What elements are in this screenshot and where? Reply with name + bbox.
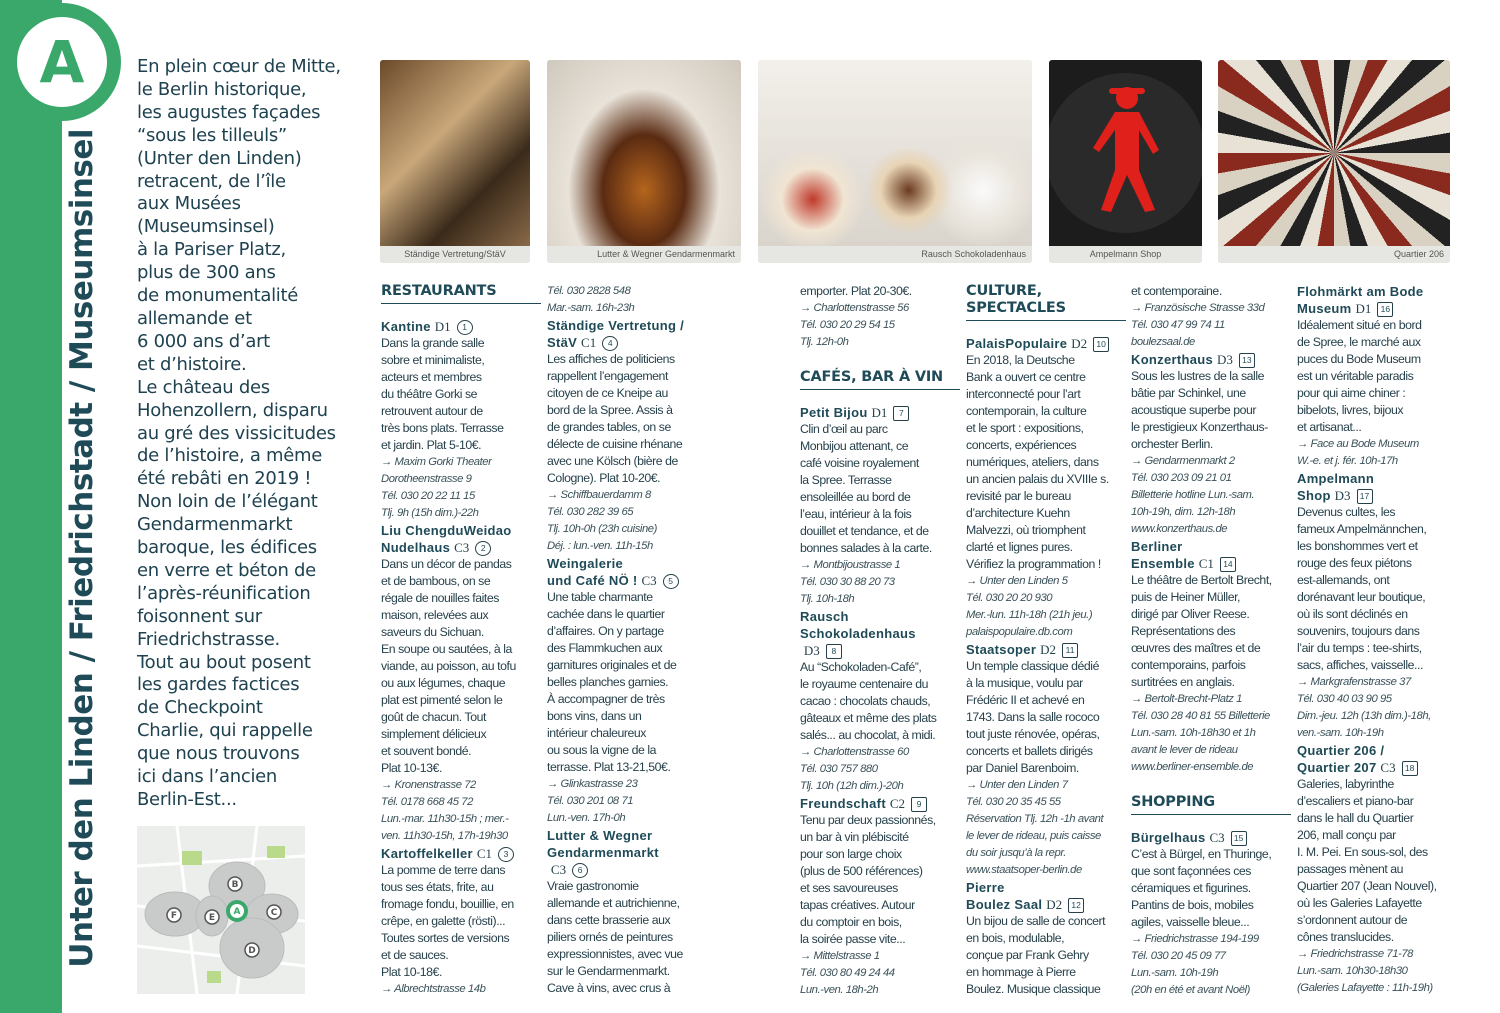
entry-detail: Mer.-lun. 11h-18h (21h jeu.) (966, 609, 1093, 621)
entry-name: Liu ChengduWeidao Nudelhaus (381, 523, 512, 555)
entry-title (966, 641, 1126, 658)
entry-detail: Tél. 030 28 40 81 55 Billetterie (1131, 710, 1270, 722)
entry-detail: Tél. 030 20 22 11 15 (381, 490, 475, 502)
entry-description: Idéalement situé en bord de Spree, le marché aux puces du Bode Museum est un véritable paradis pour qui aime chiner : bibelots, livres, bijoux et artisanat... (1297, 318, 1422, 434)
entry-detail: Tél. 030 2828 548 (547, 285, 631, 297)
shop-icon: 18 (1402, 761, 1418, 776)
entry-detail: Tlj. 12h-0h (800, 336, 849, 348)
entry-title (966, 879, 1126, 913)
entry-detail: Tlj. 10h-18h (800, 593, 855, 605)
listing-entry (1297, 742, 1457, 997)
entry-detail: W.-e. et j. fér. 10h-17h (1297, 455, 1398, 467)
listing-column-2 (547, 283, 707, 997)
listing-continuation (547, 283, 707, 317)
entry-detail: Tél. 030 20 45 09 77 (1131, 950, 1226, 962)
fork-knife-icon: 6 (572, 863, 588, 878)
entry-detail: → Kronenstrasse 72 (381, 779, 476, 791)
section-heading: CULTURE, SPECTACLES (966, 283, 1126, 321)
photo-quartier-206 (1218, 60, 1450, 263)
entry-detail: Tlj. 9h (15h dim.)-22h (381, 507, 479, 519)
entry-description: Dans un décor de pandas et de bambous, on se régale de nouilles faites maison, relevées aux saveurs du Sichuan. En soupe ou sautées, à la viande, au poisson, au tofu ou aux légumes, chaque plat est pimenté selon le goût de chacun. Tout simplement délicieux et souvent bondé. Plat 10-13€. (381, 557, 516, 775)
section-heading: SHOPPING (1131, 794, 1291, 815)
cup-icon: 9 (911, 797, 927, 812)
entry-detail: Tél. 030 20 20 930 (966, 592, 1053, 604)
intro-text: En plein cœur de Mitte, le Berlin historique, les augustes façades “sous les tilleuls” (Unter den Linden) retracent, de l’île aux Musées (Museumsinsel) à la Pariser Platz, plus de 300 ans de monumentalité allemande et 6 000 ans d’art et d’histoire. Le château des Hohenzollern, disparu au gré des vissicitudes de l’histoire, a même été rebâti en 2019 ! Non loin de l’élégant Gendarmenmarkt baroque, les édifices en verre et béton de l’après-réunification foisonnent sur Friedrichstrasse. Tout au bout posent les gardes factices de Checkpoint Charlie, qui rappelle que nous trouvons ici dans l’ancien Berlin-Est... (137, 56, 341, 810)
entry-detail: → Maxim Gorki Theater (381, 456, 492, 468)
map-grid-code: C1 (1198, 556, 1214, 571)
map-label-e: E (208, 913, 216, 923)
entry-description: Dans la grande salle sobre et minimaliste, acteurs et membres du théâtre Gorki se retrouvent autour de très bons plats. Terrasse et jardin. Plat 5-10€. (381, 336, 504, 452)
section-heading: CAFÉS, BAR À VIN (800, 369, 960, 390)
entry-title (1131, 538, 1291, 572)
entry-detail[interactable]: palaispopulaire.db.com (966, 626, 1073, 638)
fork-knife-icon: 1 (457, 320, 473, 335)
map-grid-code: D1 (1355, 301, 1372, 316)
photo-caption: Ampelmann Shop (1049, 246, 1202, 263)
entry-detail: Réservation Tlj. 12h -1h avant (966, 813, 1104, 825)
entry-detail: Lun.-mar. 11h30-15h ; mer.- (381, 813, 509, 825)
entry-description: Les affiches de politiciens rappellent l’engagement citoyen de ce Kneipe au bord de la Spree. Assis à de grandes tables, on se délecte de cuisine rhénane avec une Kölsch (bière de Cologne). Plat 10-20€. (547, 352, 683, 485)
district-badge (3, 3, 121, 121)
entry-detail: Tél. 030 757 880 (800, 763, 878, 775)
map-grid-code: C2 (889, 796, 906, 811)
map-grid-code: C3 (1209, 830, 1225, 845)
entry-title (1131, 829, 1291, 846)
entry-detail: Tél. 030 80 49 24 44 (800, 967, 895, 979)
map-label-b: B (231, 880, 239, 890)
entry-detail: (Galeries Lafayette : 11h-19h) (1297, 982, 1433, 994)
entry-detail: → Markgrafenstrasse 37 (1297, 676, 1411, 688)
listing-entry (800, 404, 960, 608)
entry-detail: → Friedrichstrasse 194-199 (1131, 933, 1259, 945)
entry-detail: Dorotheenstrasse 9 (381, 473, 472, 485)
entry-title (800, 608, 960, 659)
entry-detail: Tlj. 10h-0h (23h cuisine) (547, 523, 657, 535)
photo-lutter-wegner (547, 60, 741, 263)
listing-entry (800, 608, 960, 795)
entry-description: Le théâtre de Bertolt Brecht, puis de Heiner Müller, dirigé par Oliver Reese. Représentations des œuvres des maîtres et de contemporains, parfois surtitrées en anglais. (1131, 573, 1272, 689)
entry-name: Freundschaft (800, 796, 886, 811)
entry-detail: Tél. 030 282 39 65 (547, 506, 634, 518)
entry-detail: Tél. 030 40 03 90 95 (1297, 693, 1392, 705)
entry-detail: le lever de rideau, puis caisse (966, 830, 1101, 842)
listing-entry (1131, 538, 1291, 776)
listing-entry (381, 318, 541, 522)
entry-description: Galeries, labyrinthe d’escaliers et piano-bar dans le hall du Quartier 206, mall conçu par I. M. Pei. En sous-sol, des passages mènent au Quartier 207 (Jean Nouvel), où les Galeries Lafayette s’ordonnent autour de cônes translucides. (1297, 777, 1437, 944)
map-label-c: C (270, 908, 278, 918)
map-grid-code: C1 (476, 846, 493, 861)
shop-icon: 15 (1231, 831, 1247, 846)
entry-description: La pomme de terre dans tous ses états, frite, au fromage fondu, bouillie, en crêpe, en galette (rösti)... Toutes sortes de versions et de sauces. Plat 10-18€. (381, 863, 514, 979)
map-grid-code: D3 (803, 643, 820, 658)
entry-detail[interactable]: www.berliner-ensemble.de (1131, 761, 1254, 773)
entry-detail: → Unter den Linden 7 (966, 779, 1068, 791)
culture-icon: 12 (1068, 898, 1084, 913)
entry-name: Flohmärkt am Bode Museum (1297, 284, 1424, 316)
listing-entry (800, 795, 960, 999)
entry-detail: 10h-19h, dim. 12h-18h (1131, 506, 1236, 518)
entry-name: Kartoffelkeller (381, 846, 473, 861)
section-heading: RESTAURANTS (381, 283, 541, 304)
listing-entry (966, 335, 1126, 641)
entry-name: Bürgelhaus (1131, 830, 1206, 845)
entry-description: C’est à Bürgel, en Thuringe, que sont façonnées ces céramiques et figurines. Pantins de bois, mobiles agiles, vaisselle bleue... (1131, 847, 1272, 929)
entry-detail: → Unter den Linden 5 (966, 575, 1068, 587)
entry-detail: Tél. 030 47 99 74 11 (1131, 319, 1225, 331)
entry-detail: → Montbijoustrasse 1 (800, 559, 901, 571)
entry-detail: Dim.-jeu. 12h (13h dim.)-18h, (1297, 710, 1431, 722)
entry-name: Petit Bijou (800, 405, 868, 420)
entry-name: Quartier 206 / Quartier 207 (1297, 743, 1385, 775)
entry-detail: ven.-sam. 10h-19h (1297, 727, 1384, 739)
district-badge-letter: A (17, 17, 107, 107)
photo-ampelmann-shop (1049, 60, 1202, 263)
entry-description: Devenus cultes, les fameux Ampelmännchen, les bonshommes vert et rouge des feux piétons est-allemands, ont dorénavant leur boutique, où ils sont déclinés en souvenirs, toujours dans l’air du temps : tee-shirts, sacs, affiches, vaisselle... (1297, 505, 1427, 672)
map-graphic (137, 826, 305, 994)
entry-detail: Lun.-sam. 10h30-18h30 (1297, 965, 1408, 977)
entry-name: Rausch Schokoladenhaus (800, 609, 916, 641)
entry-detail: du soir jusqu’à la repr. (966, 847, 1066, 859)
map-label-a: A (233, 907, 241, 917)
entry-detail: Tél. 030 20 29 54 15 (800, 319, 895, 331)
entry-title (1297, 283, 1457, 317)
entry-title (1297, 470, 1457, 504)
entry-detail[interactable]: www.staatsoper-berlin.de (966, 864, 1082, 876)
entry-name: Lutter & Wegner Gendarmenmarkt (547, 828, 659, 860)
entry-detail: → Face au Bode Museum (1297, 438, 1419, 450)
listing-entry (547, 317, 707, 555)
fork-knife-icon: 5 (663, 574, 679, 589)
entry-detail: Lun.-ven. 18h-2h (800, 984, 879, 996)
listing-column-1 (381, 283, 541, 998)
entry-detail: Déj. : lun.-ven. 11h-15h (547, 540, 653, 552)
entry-detail: Tél. 030 20 35 45 55 (966, 796, 1061, 808)
listing-entry (1131, 829, 1291, 999)
entry-detail: Tél. 030 203 09 21 01 (1131, 472, 1232, 484)
entry-detail: Lun.-ven. 17h-0h (547, 812, 626, 824)
culture-icon: 10 (1093, 337, 1109, 352)
entry-detail: → Albrechtstrasse 14b (381, 983, 486, 995)
entry-title (966, 335, 1126, 352)
photo-caption: Quartier 206 (1218, 246, 1450, 263)
entry-detail: Tlj. 10h (12h dim.)-20h (800, 780, 904, 792)
photo-caption: Rausch Schokoladenhaus (758, 246, 1032, 263)
listing-entry (1297, 283, 1457, 470)
district-title (62, 128, 102, 968)
entry-name: Staatsoper (966, 642, 1037, 657)
culture-icon: 14 (1220, 557, 1236, 572)
entry-name: Pierre Boulez Saal (966, 880, 1043, 912)
fork-knife-icon: 4 (602, 336, 618, 351)
entry-title (381, 318, 541, 335)
photo-caption: Lutter & Wegner Gendarmenmarkt (547, 246, 741, 263)
listing-entry (1297, 470, 1457, 742)
photo-staendige-vertretung (380, 60, 530, 263)
map-grid-code: D2 (1046, 897, 1063, 912)
entry-detail: → Bertolt-Brecht-Platz 1 (1131, 693, 1242, 705)
entry-detail: Tél. 030 201 08 71 (547, 795, 634, 807)
entry-name: Ständige Vertretung / StäV (547, 318, 685, 350)
cup-icon: 8 (826, 644, 842, 659)
entry-description: Sous les lustres de la salle bâtie par Schinkel, une acoustique superbe pour le prestigieux Konzerthaus- orchester Berlin. (1131, 369, 1268, 451)
entry-title (547, 827, 707, 878)
entry-description: et contemporaine. (1131, 284, 1222, 298)
entry-detail[interactable]: boulezsaal.de (1131, 336, 1195, 348)
entry-name: Weingalerie und Café NÖ ! (547, 556, 638, 588)
listing-entry (1131, 351, 1291, 538)
entry-detail: → Friedrichstrasse 71-78 (1297, 948, 1414, 960)
district-color-bar (0, 0, 62, 1013)
photo-rausch-schokoladenhaus (758, 60, 1032, 263)
entry-title (800, 404, 960, 421)
map-grid-code: C3 (641, 573, 657, 588)
fork-knife-icon: 2 (475, 541, 491, 556)
district-title-text: Unter den Linden / Friedrichstadt / Museumsinsel (64, 128, 100, 968)
map-grid-code: D3 (1334, 488, 1351, 503)
entry-name: Konzerthaus (1131, 352, 1214, 367)
map-grid-code: C1 (581, 335, 597, 350)
entry-detail: → Glinkastrasse 23 (547, 778, 638, 790)
map-grid-code: D3 (1216, 352, 1233, 367)
shop-icon: 16 (1377, 302, 1393, 317)
entry-detail: → Charlottenstrasse 60 (800, 746, 909, 758)
entry-detail: Lun.-sam. 10h-18h30 et 1h (1131, 727, 1256, 739)
culture-icon: 13 (1239, 353, 1255, 368)
map-grid-code: D2 (1071, 336, 1088, 351)
map-grid-code: C3 (454, 540, 470, 555)
map-label-d: D (248, 946, 256, 956)
entry-detail: (20h en été et avant Noël) (1131, 984, 1250, 996)
entry-description: Un temple classique dédié à la musique, voulu par Frédéric II et achevé en 1743. Dans la salle rococo tout juste rénovée, opéras, concerts et ballets dirigés par Daniel Barenboim. (966, 659, 1100, 775)
entry-detail: Tél. 0178 668 45 72 (381, 796, 473, 808)
entry-description: Un bijou de salle de concert en bois, modulable, conçue par Frank Gehry en hommage à Pierre Boulez. Musique classique (966, 914, 1106, 996)
entry-description: Vraie gastronomie allemande et autrichienne, dans cette brasserie aux piliers ornés de peintures expressionnistes, avec vue sur le Gendarmenmarkt. Cave à vins, avec crus à (547, 879, 683, 995)
map-grid-code: C3 (550, 862, 567, 877)
entry-detail: → Charlottenstrasse 56 (800, 302, 909, 314)
listing-entry (966, 641, 1126, 879)
entry-title (547, 555, 707, 589)
entry-description: En 2018, la Deutsche Bank a ouvert ce centre interconnecté pour l’art contemporain, la culture et le sport : expositions, concerts, expériences numériques, ateliers, dans un ancien palais du XVIIIe s. revisité par le bureau d’architecture Kuehn Malvezzi, où triomphent clarté et lignes pures. Vérifiez la programmation ! (966, 353, 1109, 571)
entry-detail[interactable]: www.konzerthaus.de (1131, 523, 1228, 535)
listing-column-3 (800, 283, 960, 999)
cup-icon: 7 (893, 406, 909, 421)
entry-detail: avant le lever de rideau (1131, 744, 1238, 756)
map-grid-code: C3 (1380, 760, 1396, 775)
listing-column-6 (1297, 283, 1457, 997)
entry-title (1297, 742, 1457, 776)
entry-detail: → Schiffbauerdamm 8 (547, 489, 651, 501)
entry-detail: → Gendarmenmarkt 2 (1131, 455, 1235, 467)
listing-column-4 (966, 283, 1126, 998)
listing-entry (381, 845, 541, 998)
listing-entry (547, 555, 707, 827)
entry-name: Berliner Ensemble (1131, 539, 1195, 571)
map-grid-code: D2 (1040, 642, 1057, 657)
entry-detail: Billetterie hotline Lun.-sam. (1131, 489, 1255, 501)
entry-detail: → Mittelstrasse 1 (800, 950, 880, 962)
entry-title (381, 522, 541, 556)
listing-continuation (1131, 283, 1291, 351)
entry-title (1131, 351, 1291, 368)
fork-knife-icon: 3 (498, 847, 514, 862)
map-label-f: F (170, 911, 178, 921)
culture-icon: 11 (1062, 643, 1078, 658)
entry-title (800, 795, 960, 812)
listing-column-5 (1131, 283, 1291, 999)
photo-caption: Ständige Vertretung/StäV (380, 246, 530, 263)
entry-description: Clin d’œil au parc Monbijou attenant, ce café voisine royalement la Spree. Terrasse ensoleillée au bord de l’eau, intérieur à la fois douillet et tendance, et de bonnes salades à la carte. (800, 422, 932, 555)
entry-title (547, 317, 707, 351)
district-map (137, 826, 305, 994)
entry-detail: Tél. 030 30 88 20 73 (800, 576, 895, 588)
map-grid-code: D1 (434, 319, 451, 334)
listing-continuation (800, 283, 960, 351)
entry-name: PalaisPopulaire (966, 336, 1068, 351)
entry-detail: ven. 11h30-15h, 17h-19h30 (381, 830, 508, 842)
entry-title (381, 845, 541, 862)
ampelmann-figure (1049, 60, 1202, 246)
entry-detail: Mar.-sam. 16h-23h (547, 302, 635, 314)
shop-icon: 17 (1357, 489, 1373, 504)
map-grid-code: D1 (871, 405, 888, 420)
entry-description: Une table charmante cachée dans le quartier d’affaires. On y partage des Flammkuchen aux garnitures originales et de belles planches garnies. À accompagner de très bons vins, dans un intérieur chaleureux ou sous la vigne de la terrasse. Plat 13-21,50€. (547, 590, 677, 774)
listing-entry (381, 522, 541, 845)
listing-entry (966, 879, 1126, 998)
entry-detail: Lun.-sam. 10h-19h (1131, 967, 1219, 979)
entry-description: Au “Schokoladen-Café”, le royaume centenaire du cacao : chocolats chauds, gâteaux et même des plats salés... au chocolat, à midi. (800, 660, 937, 742)
entry-description: Tenu par deux passionnés, un bar à vin plébiscité pour son large choix (plus de 500 références) et ses savoureuses tapas créatives. Autour du comptoir en bois, la soirée passe vite... (800, 813, 936, 946)
entry-name: Kantine (381, 319, 431, 334)
entry-name: Ampelmann Shop (1297, 471, 1375, 503)
entry-detail: → Französische Strasse 33d (1131, 302, 1265, 314)
listing-entry (547, 827, 707, 997)
entry-description: emporter. Plat 20-30€. (800, 284, 912, 298)
